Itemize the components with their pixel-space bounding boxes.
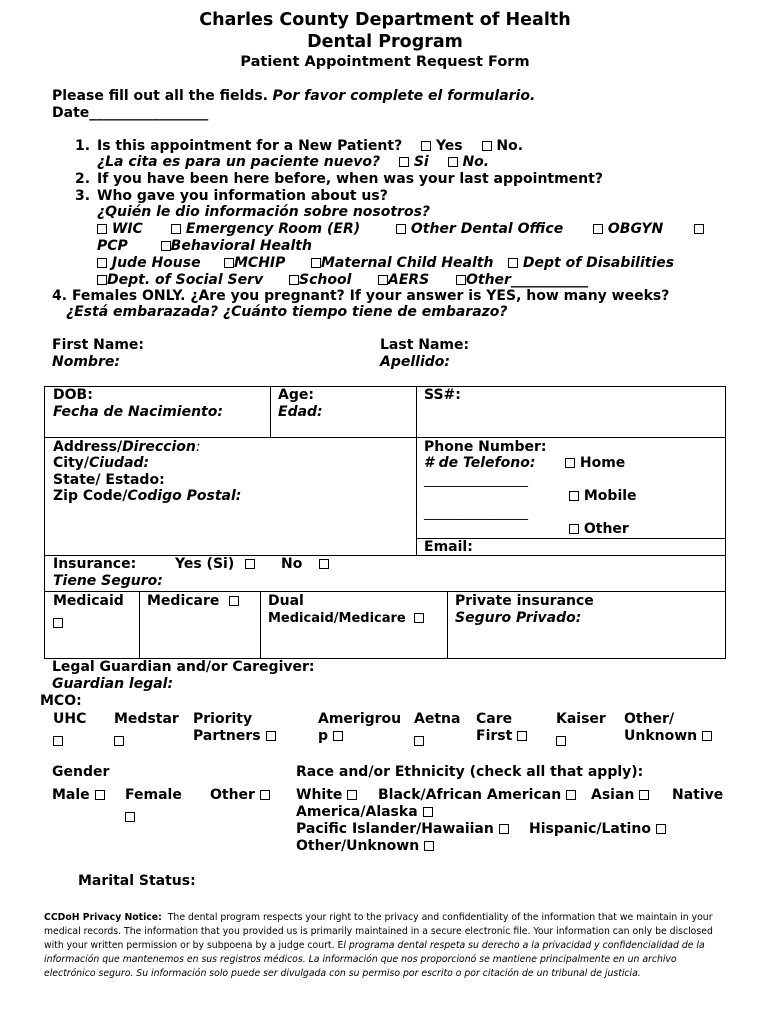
medicaid-checkbox[interactable] <box>53 618 63 628</box>
phone-home-checkbox[interactable] <box>565 458 575 468</box>
gender-male-option <box>52 787 105 803</box>
gender-label: Gender <box>52 764 110 780</box>
q1-question <box>97 138 523 154</box>
q3-row1-b <box>171 221 360 237</box>
q3-row1-c <box>396 221 563 237</box>
zip-label <box>53 488 241 504</box>
q3-question: Who gave you information about us? <box>97 188 388 204</box>
q3-row2 <box>97 238 312 254</box>
mco-medstar-label: Medstar <box>114 711 179 727</box>
mchip-label: MCHIP <box>234 255 286 271</box>
city-label-en: City/ <box>53 455 90 471</box>
gender-other-label: Other <box>210 787 255 803</box>
race-white-option <box>296 787 357 803</box>
gender-other-checkbox[interactable] <box>260 790 270 800</box>
form-title: Patient Appointment Request Form <box>240 54 530 70</box>
q1-text: Is this appointment for a New Patient? <box>97 138 403 154</box>
jude-label: Jude House <box>111 255 201 271</box>
privacy-notice-body-en: The dental program respects your right to the privacy and confidentiality of the information that we maintain in your medical records. The information that you provided us is primarily maintained in a secure electronic file. Your information can only be disclosed with your written permission or by subpoena by a judge court. E <box>44 912 713 951</box>
insurance-no-checkbox[interactable] <box>319 559 329 569</box>
q3-row1-e <box>694 221 704 237</box>
first-name-label: First Name: <box>52 337 145 353</box>
phone-other-option <box>569 521 629 537</box>
mco-kaiser-label: Kaiser <box>556 711 606 727</box>
instruction-en: Please fill out all the fields. <box>52 88 268 104</box>
mco-other-label-2: Unknown <box>624 728 698 744</box>
q3-row1-a <box>97 221 143 237</box>
behavioral-label: Behavioral Health <box>170 238 312 254</box>
mco-priority-checkbox[interactable] <box>266 731 276 741</box>
instruction <box>52 88 535 104</box>
aers-checkbox[interactable] <box>378 275 388 285</box>
mco-amerigroup-checkbox[interactable] <box>333 731 343 741</box>
dob-label-es: Fecha de Nacimiento: <box>53 404 223 420</box>
wic-label: WIC <box>111 221 143 237</box>
phone-other-checkbox[interactable] <box>569 524 579 534</box>
race-white-label: White <box>296 787 343 803</box>
other-dental-label: Other Dental Office <box>410 221 564 237</box>
q1-question-es <box>97 154 489 170</box>
pcp-label: PCP <box>97 238 128 254</box>
dual-label: Dual <box>268 593 304 609</box>
insurance-yes-option <box>175 556 255 572</box>
race-hispanic-checkbox[interactable] <box>656 824 666 834</box>
race-label: Race and/or Ethnicity (check all that apply): <box>296 764 644 780</box>
race-other-label: Other/Unknown <box>296 838 420 854</box>
race-asian-checkbox[interactable] <box>639 790 649 800</box>
medicare-label: Medicare <box>147 593 220 609</box>
insurance-no-option <box>281 556 329 572</box>
guardian-label-es: Guardian legal: <box>52 676 174 692</box>
mco-uhc-label: UHC <box>53 711 87 727</box>
phone-line-1[interactable]: ________________ <box>424 473 528 488</box>
zip-label-en: Zip Code/ <box>53 488 128 504</box>
phone-mobile-checkbox[interactable] <box>569 491 579 501</box>
mco-amerigroup-label: Amerigrou <box>318 711 402 727</box>
gender-female-checkbox[interactable] <box>125 812 135 822</box>
q1-number: 1. <box>75 138 91 154</box>
gender-male-checkbox[interactable] <box>95 790 105 800</box>
marital-status-label: Marital Status: <box>78 873 196 889</box>
mchip-checkbox[interactable] <box>224 258 234 268</box>
q1-no-label: No. <box>496 138 524 154</box>
instruction-es: Por favor complete el formulario. <box>272 88 536 104</box>
dual-sub-label: Medicaid/Medicare <box>268 611 406 626</box>
school-checkbox[interactable] <box>289 275 299 285</box>
race-asian-option <box>591 787 649 803</box>
mco-priority-option <box>193 728 276 744</box>
insurance-yes-checkbox[interactable] <box>245 559 255 569</box>
phone-home-option <box>565 455 625 471</box>
q1-si-checkbox[interactable] <box>399 157 409 167</box>
gender-male-label: Male <box>52 787 90 803</box>
q3-row3-b <box>224 255 285 271</box>
mco-aetna-label: Aetna <box>414 711 461 727</box>
race-native-checkbox[interactable] <box>423 807 433 817</box>
mco-priority-label-2: Partners <box>193 728 261 744</box>
medicare-option <box>147 593 239 609</box>
race-native-option <box>296 804 433 820</box>
obgyn-checkbox[interactable] <box>593 224 603 234</box>
phone-mobile-label: Mobile <box>583 488 637 504</box>
q2-question: If you have been here before, when was your last appointment? <box>97 171 603 187</box>
mco-carefirst-checkbox[interactable] <box>517 731 527 741</box>
q1-si-label: Si <box>413 154 429 170</box>
insurance-label-es: Tiene Seguro: <box>53 573 163 589</box>
mco-uhc-checkbox[interactable] <box>53 736 63 746</box>
mco-other-checkbox[interactable] <box>702 731 712 741</box>
q3-row3-d <box>508 255 674 271</box>
privacy-notice-body-es: l programa dental respeta su derecho a la privacidad y confidencialidad de la información que mantenemos en sus registros médicos. La información que nos proporcionó se mantiene principalmente en un archivo electrónico seguro. Su información solo puede ser divulgada con su permiso por escrito o por citación de un tribunal de justicia. <box>44 940 705 979</box>
q3-row3-c <box>311 255 493 271</box>
social-checkbox[interactable] <box>97 275 107 285</box>
race-pacific-label: Pacific Islander/Hawaiian <box>296 821 494 837</box>
other-dental-checkbox[interactable] <box>396 224 406 234</box>
dual-checkbox[interactable] <box>414 613 424 623</box>
q3-row4-c <box>378 272 429 288</box>
q4-question <box>52 288 669 304</box>
race-native-label-2: America/Alaska <box>296 804 418 820</box>
other-source-checkbox[interactable] <box>456 275 466 285</box>
dual-option <box>268 611 424 626</box>
race-white-checkbox[interactable] <box>347 790 357 800</box>
q4-text: Females ONLY. ¿Are you pregnant? If your answer is YES, how many weeks? <box>71 288 670 304</box>
address-label-es: Direccion <box>122 439 196 455</box>
other-source-label: Other___________ <box>466 272 588 288</box>
q3-row3 <box>97 255 201 271</box>
phone-label: Phone Number: <box>424 439 547 455</box>
race-asian-label: Asian <box>591 787 635 803</box>
disabilities-label: Dept of Disabilities <box>522 255 675 271</box>
state-label: State/ Estado: <box>53 472 165 488</box>
mco-medstar-option <box>114 730 124 749</box>
jude-checkbox[interactable] <box>97 258 107 268</box>
school-label: School <box>299 272 352 288</box>
email-label: Email: <box>424 539 473 555</box>
privacy-notice <box>44 911 720 981</box>
maternal-checkbox[interactable] <box>311 258 321 268</box>
race-pacific-checkbox[interactable] <box>499 824 509 834</box>
insurance-label: Insurance: <box>53 556 137 572</box>
q3-question-es: ¿Quién le dio información sobre nosotros? <box>97 204 431 220</box>
private-insurance-label: Private insurance <box>455 593 594 609</box>
mco-amerigroup-label-2: p <box>318 728 329 744</box>
mco-label: MCO: <box>40 693 82 709</box>
phone-mobile-option <box>569 488 637 504</box>
insurance-no-label: No <box>281 556 303 572</box>
q3-number: 3. <box>75 188 91 204</box>
city-label <box>53 455 149 471</box>
zip-label-es: Codigo Postal: <box>127 488 242 504</box>
medicare-checkbox[interactable] <box>229 596 239 606</box>
mco-kaiser-option <box>556 730 566 749</box>
org-title: Charles County Department of Health <box>199 10 571 30</box>
race-hispanic-option <box>529 821 666 837</box>
insurance-yes-label: Yes (Si) <box>175 556 235 572</box>
date-field[interactable]: Date_________________ <box>52 105 209 121</box>
first-name-label-es: Nombre: <box>52 354 120 370</box>
q1-text-es: ¿La cita es para un paciente nuevo? <box>97 154 381 170</box>
q1-no-es-label: No. <box>462 154 490 170</box>
q3-row4-b <box>289 272 351 288</box>
mco-aetna-option <box>414 730 424 749</box>
er-label: Emergency Room (ER) <box>185 221 361 237</box>
q4-question-es: ¿Está embarazada? ¿Cuánto tiempo tiene de embarazo? <box>66 304 508 320</box>
address-colon: : <box>195 439 201 455</box>
pcp-checkbox[interactable] <box>694 224 704 234</box>
mco-kaiser-checkbox[interactable] <box>556 736 566 746</box>
last-name-label-es: Apellido: <box>380 354 450 370</box>
mco-other-label: Other/ <box>624 711 675 727</box>
mco-carefirst-option <box>476 728 527 744</box>
race-native-label: Native <box>672 787 724 803</box>
address-label-en: Address/ <box>53 439 123 455</box>
race-black-option <box>378 787 576 803</box>
social-label: Dept. of Social Serv <box>107 272 264 288</box>
q3-row4-a <box>97 272 263 288</box>
phone-line-2[interactable]: ________________ <box>424 506 528 521</box>
gender-female-label: Female <box>125 787 182 803</box>
q1-no-checkbox[interactable] <box>482 141 492 151</box>
mco-amerigroup-option <box>318 728 343 744</box>
mco-medstar-checkbox[interactable] <box>114 736 124 746</box>
ssn-label: SS#: <box>424 387 461 403</box>
private-insurance-label-es: Seguro Privado: <box>455 610 582 626</box>
mco-aetna-checkbox[interactable] <box>414 736 424 746</box>
mco-carefirst-label: Care <box>476 711 513 727</box>
city-label-es: Ciudad: <box>89 455 150 471</box>
q1-yes-label: Yes <box>435 138 463 154</box>
address-label <box>53 439 201 455</box>
race-hispanic-label: Hispanic/Latino <box>529 821 651 837</box>
phone-label-es: # de Telefono: <box>424 455 536 471</box>
age-label: Age: <box>278 387 314 403</box>
mco-priority-label: Priority <box>193 711 253 727</box>
race-black-checkbox[interactable] <box>566 790 576 800</box>
q2-number: 2. <box>75 171 91 187</box>
aers-label: AERS <box>388 272 430 288</box>
mco-carefirst-label-2: First <box>476 728 513 744</box>
program-title: Dental Program <box>307 32 463 52</box>
medicaid-option <box>53 612 63 631</box>
dob-label: DOB: <box>53 387 93 403</box>
q3-row4-d <box>456 272 588 288</box>
mco-other-option <box>624 728 712 744</box>
race-black-label: Black/African American <box>378 787 562 803</box>
privacy-notice-title: CCDoH Privacy Notice: <box>44 912 162 923</box>
race-other-option <box>296 838 434 854</box>
race-other-checkbox[interactable] <box>424 841 434 851</box>
age-label-es: Edad: <box>278 404 323 420</box>
disabilities-checkbox[interactable] <box>508 258 518 268</box>
mco-uhc-option <box>53 730 63 749</box>
obgyn-label: OBGYN <box>607 221 664 237</box>
wic-checkbox[interactable] <box>97 224 107 234</box>
er-checkbox[interactable] <box>171 224 181 234</box>
q4-number: 4. <box>52 288 68 304</box>
race-pacific-option <box>296 821 509 837</box>
phone-home-label: Home <box>579 455 626 471</box>
behavioral-checkbox[interactable] <box>161 241 171 251</box>
q1-no-es-checkbox[interactable] <box>448 157 458 167</box>
q3-row1-d <box>593 221 663 237</box>
last-name-label: Last Name: <box>380 337 470 353</box>
gender-female-option <box>125 806 135 825</box>
q1-yes-checkbox[interactable] <box>421 141 431 151</box>
guardian-label: Legal Guardian and/or Caregiver: <box>52 659 315 675</box>
phone-other-label: Other <box>583 521 629 537</box>
gender-other-option <box>210 787 270 803</box>
medicaid-label: Medicaid <box>53 593 124 609</box>
maternal-label: Maternal Child Health <box>321 255 494 271</box>
